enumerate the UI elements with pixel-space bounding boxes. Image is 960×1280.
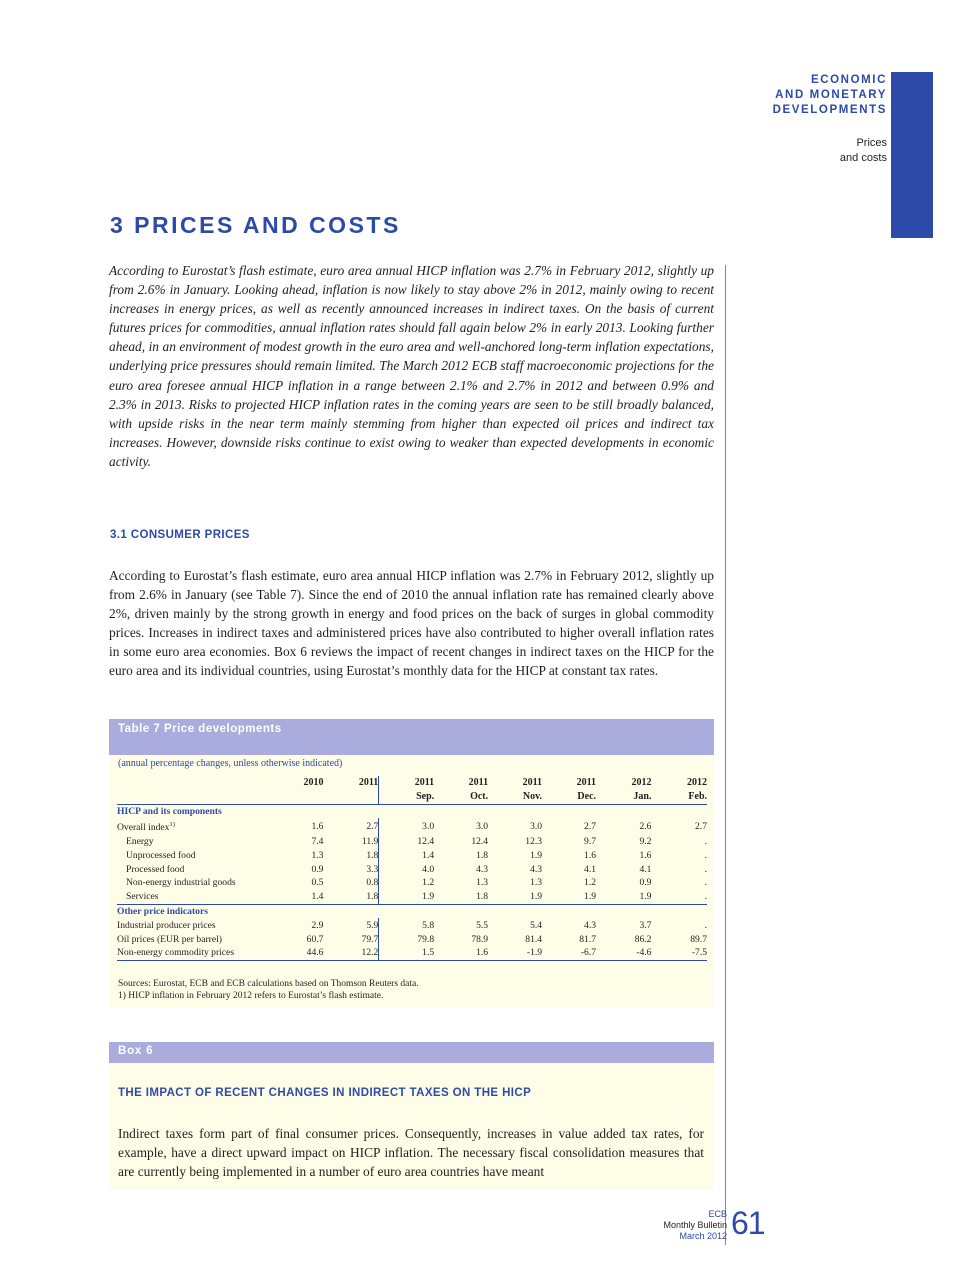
table-cell: 1.4	[379, 848, 434, 862]
box-text: Indirect taxes form part of final consumer prices. Consequently, increases in value added tax rates, for example, have a direct upward impact on HICP inflation. The necessary fiscal consolidation measures that are currently being implemented in a number of euro area countries have meant	[118, 1126, 704, 1180]
row-label	[117, 918, 268, 932]
table-cell: 1.8	[476, 891, 489, 903]
box-label: Box 6	[118, 1045, 154, 1057]
table-cell: 3.0	[476, 820, 489, 832]
table-row	[117, 818, 707, 834]
table-cell: 78.9	[471, 933, 489, 945]
table-cell: 4.0	[379, 862, 434, 876]
table-cell: 1.3	[530, 877, 543, 889]
column-header-year: 2010	[303, 777, 324, 789]
table-row	[117, 876, 707, 890]
table-cell: 11.9	[361, 835, 379, 847]
table-cell: -1.9	[488, 946, 542, 960]
price-developments-table	[117, 776, 707, 961]
table-cell: 1.3	[311, 849, 324, 861]
table-group-row	[117, 804, 707, 818]
column-header-year: 2011	[468, 777, 489, 789]
table-cell: 89.7	[690, 933, 707, 945]
row-label-text: Unprocessed food	[126, 849, 196, 861]
group-label: Other price indicators	[117, 904, 707, 918]
table-column-header-row	[117, 790, 707, 804]
table-cell: 1.6	[311, 820, 324, 832]
table-cell: 4.3	[584, 919, 597, 931]
table-cell: 1.3	[476, 877, 489, 889]
column-header-month: Feb.	[651, 790, 707, 804]
column-header-year: 2011	[522, 777, 543, 789]
table-note: (annual percentage changes, unless otherwise indicated)	[118, 758, 343, 769]
table-cell: 3.3	[366, 863, 379, 875]
section-tab	[891, 72, 933, 238]
table-cell: 81.7	[579, 933, 597, 945]
table-cell: 2.6	[639, 820, 652, 832]
table-cell: 5.5	[476, 919, 489, 931]
subheader-line-2: and costs	[839, 152, 887, 164]
margin-rule	[725, 265, 726, 1245]
table-cell: 3.0	[530, 820, 543, 832]
column-header-year: 2011	[379, 776, 434, 790]
table-title: Table 7 Price developments	[118, 723, 282, 735]
table-cell: 5.4	[530, 919, 543, 931]
table-row	[117, 890, 707, 904]
table-group-row	[117, 904, 707, 918]
table-cell: 4.1	[639, 863, 652, 875]
table-cell: 1.9	[530, 891, 543, 903]
table-row	[117, 835, 707, 849]
footnote-text: 1) HICP inflation in February 2012 refers to Eurostat’s flash estimate.	[118, 990, 384, 1001]
column-header-month: Dec.	[542, 790, 596, 804]
column-header-month: Nov.	[488, 790, 542, 804]
table-cell: 0.9	[311, 863, 324, 875]
row-label-text: Oil prices (EUR per barrel)	[117, 933, 222, 945]
table-cell: 1.8	[366, 891, 379, 903]
table-cell: 81.4	[525, 933, 543, 945]
row-label	[117, 818, 268, 834]
box-header-bar	[109, 1042, 714, 1063]
table-cell: 60.7	[306, 933, 324, 945]
table-cell: .	[704, 835, 707, 847]
column-header-year: 2011	[576, 777, 597, 789]
chapter-title: 3 PRICES AND COSTS	[110, 212, 401, 238]
table-cell: 2.7	[366, 820, 379, 832]
table-cell: 12.2	[323, 946, 378, 960]
table-cell: 5.8	[379, 918, 434, 932]
section-title: 3.1 CONSUMER PRICES	[110, 529, 250, 541]
row-label-text: Processed food	[126, 863, 185, 875]
table-cell: 9.7	[584, 835, 597, 847]
table-cell: 9.2	[639, 835, 652, 847]
table-cell: .	[704, 891, 707, 903]
table-cell: 3.0	[379, 818, 434, 834]
table-row	[117, 932, 707, 946]
table-cell: 4.3	[476, 863, 489, 875]
table-column-header-row	[117, 776, 707, 790]
table-cell: 1.6	[584, 849, 597, 861]
page-number: 61	[731, 1205, 765, 1241]
row-label	[117, 932, 268, 946]
row-label	[117, 835, 268, 849]
page-footer	[663, 1209, 727, 1242]
table-cell: 2.7	[584, 820, 597, 832]
table-row	[117, 862, 707, 876]
table-sources	[118, 979, 419, 1002]
table-cell: -4.6	[596, 946, 651, 960]
row-label-text: Non-energy commodity prices	[117, 947, 235, 959]
table-cell: .	[704, 863, 707, 875]
table-cell: .	[704, 849, 707, 861]
subheader-line-1: Prices	[856, 137, 887, 149]
table-panel	[109, 755, 714, 1008]
footer-publisher: ECB	[708, 1209, 727, 1219]
row-label-text: Overall index	[117, 822, 170, 834]
table-cell: 1.9	[639, 891, 652, 903]
header-line-2: AND MONETARY	[775, 89, 887, 101]
row-label	[117, 946, 268, 960]
table-cell: 86.2	[634, 933, 652, 945]
table-cell: 79.8	[379, 932, 434, 946]
group-label: HICP and its components	[117, 805, 222, 817]
table-cell: 4.1	[584, 863, 597, 875]
table-cell: 1.9	[584, 891, 597, 903]
table-cell: 1.9	[379, 890, 434, 904]
table-cell: 1.4	[311, 891, 324, 903]
table-cell: 7.4	[311, 835, 324, 847]
column-header-blank	[117, 776, 268, 790]
table-cell: 5.9	[366, 919, 379, 931]
sources-text: Sources: Eurostat, ECB and ECB calculations based on Thomson Reuters data.	[118, 979, 419, 989]
header-line-1: ECONOMIC	[810, 74, 887, 86]
table-cell: 79.7	[361, 933, 379, 945]
header-line-3: DEVELOPMENTS	[772, 104, 887, 116]
table-cell: 0.5	[311, 877, 324, 889]
chapter-summary: According to Eurostat’s flash estimate, euro area annual HICP inflation was 2.7% in February 2012, slightly up from 2.6% in January. Looking ahead, inflation is now likely to stay above 2% in 2012, mainly owing to recent increases in energy prices, as well as recently announced increases in indirect taxes. On the basis of current futures prices for commodities, annual inflation rates should fall again below 2% in early 2013. Looking further ahead, in an environment of modest growth in the euro area and well-anchored long-term inflation expectations, underlying price pressures should remain limited. The March 2012 ECB staff macroeconomic projections for the euro area foresee annual HICP inflation in a range between 2.1% and 2.7% in 2012 and between 0.9% and 2.3% in 2013. Risks to projected HICP inflation rates in the coming years are seen to be still broadly balanced, with upside risks in the near term mainly stemming from higher than expected oil prices and indirect tax increases. However, downside risks continue to exist owing to weaker than expected developments in economic activity.	[109, 263, 714, 469]
row-label	[117, 848, 268, 862]
table-cell: 1.8	[366, 849, 379, 861]
subsection-header	[840, 136, 887, 166]
column-header-year: 2012	[687, 777, 707, 789]
table-cell: 1.6	[434, 946, 488, 960]
table-cell: 1.8	[476, 849, 489, 861]
table-cell: 44.6	[268, 946, 323, 960]
row-label-text: Energy	[126, 835, 154, 847]
table-cell: 3.7	[639, 919, 652, 931]
footer-date: March 2012	[679, 1231, 727, 1241]
table-cell: 1.9	[530, 849, 543, 861]
table-cell: .	[704, 919, 707, 931]
footnote-marker: 1)	[169, 821, 175, 829]
table-cell: 12.3	[525, 835, 543, 847]
table-cell: 1.6	[639, 849, 652, 861]
table-cell: 12.4	[471, 835, 489, 847]
row-label	[117, 876, 268, 890]
column-header-year: 2011	[358, 777, 379, 789]
column-header-month: Jan.	[596, 790, 651, 804]
table-cell: 2.9	[311, 919, 324, 931]
table-header-bar	[109, 719, 714, 755]
section-body-text: According to Eurostat’s flash estimate, euro area annual HICP inflation was 2.7% in February 2012, slightly up from 2.6% in January (see Table 7). Since the end of 2010 the annual inflation rate has remained clearly above 2%, driven mainly by the strong growth in energy and food prices on the back of surges in global commodity prices. Increases in indirect taxes and administered prices have also contributed to higher overall inflation rates in some euro area economies. Box 6 reviews the impact of recent changes in indirect taxes on the HICP for the euro area and its individual countries, using Eurostat’s monthly data for the HICP at constant tax rates.	[109, 568, 714, 679]
table-cell: -7.5	[651, 946, 707, 960]
row-label-text: Non-energy industrial goods	[126, 877, 236, 889]
row-label-text: Industrial producer prices	[117, 919, 216, 931]
column-header-month	[268, 790, 323, 804]
table-cell: 0.9	[639, 877, 652, 889]
table-row	[117, 918, 707, 932]
table-row	[117, 848, 707, 862]
table-cell: 1.2	[379, 876, 434, 890]
row-label	[117, 890, 268, 904]
row-label-text: Services	[126, 891, 159, 903]
column-header-blank	[117, 790, 268, 804]
table-cell: 12.4	[379, 835, 434, 849]
column-header-month: Oct.	[434, 790, 488, 804]
table-row	[117, 946, 707, 960]
table-cell: 0.8	[366, 877, 379, 889]
table-cell: 2.7	[695, 820, 707, 832]
table-cell: .	[704, 877, 707, 889]
box-title: THE IMPACT OF RECENT CHANGES IN INDIRECT TAXES ON THE HICP	[118, 1087, 532, 1099]
box-panel	[109, 1063, 714, 1190]
column-header-year: 2012	[631, 777, 652, 789]
row-label	[117, 862, 268, 876]
table-cell: 4.3	[530, 863, 543, 875]
column-header-month	[323, 790, 378, 804]
section-header	[773, 73, 887, 118]
column-header-month: Sep.	[379, 790, 434, 804]
table-cell: -6.7	[542, 946, 596, 960]
table-cell: 1.5	[379, 946, 434, 960]
footer-publication: Monthly Bulletin	[663, 1220, 727, 1230]
table-cell: 1.2	[584, 877, 597, 889]
